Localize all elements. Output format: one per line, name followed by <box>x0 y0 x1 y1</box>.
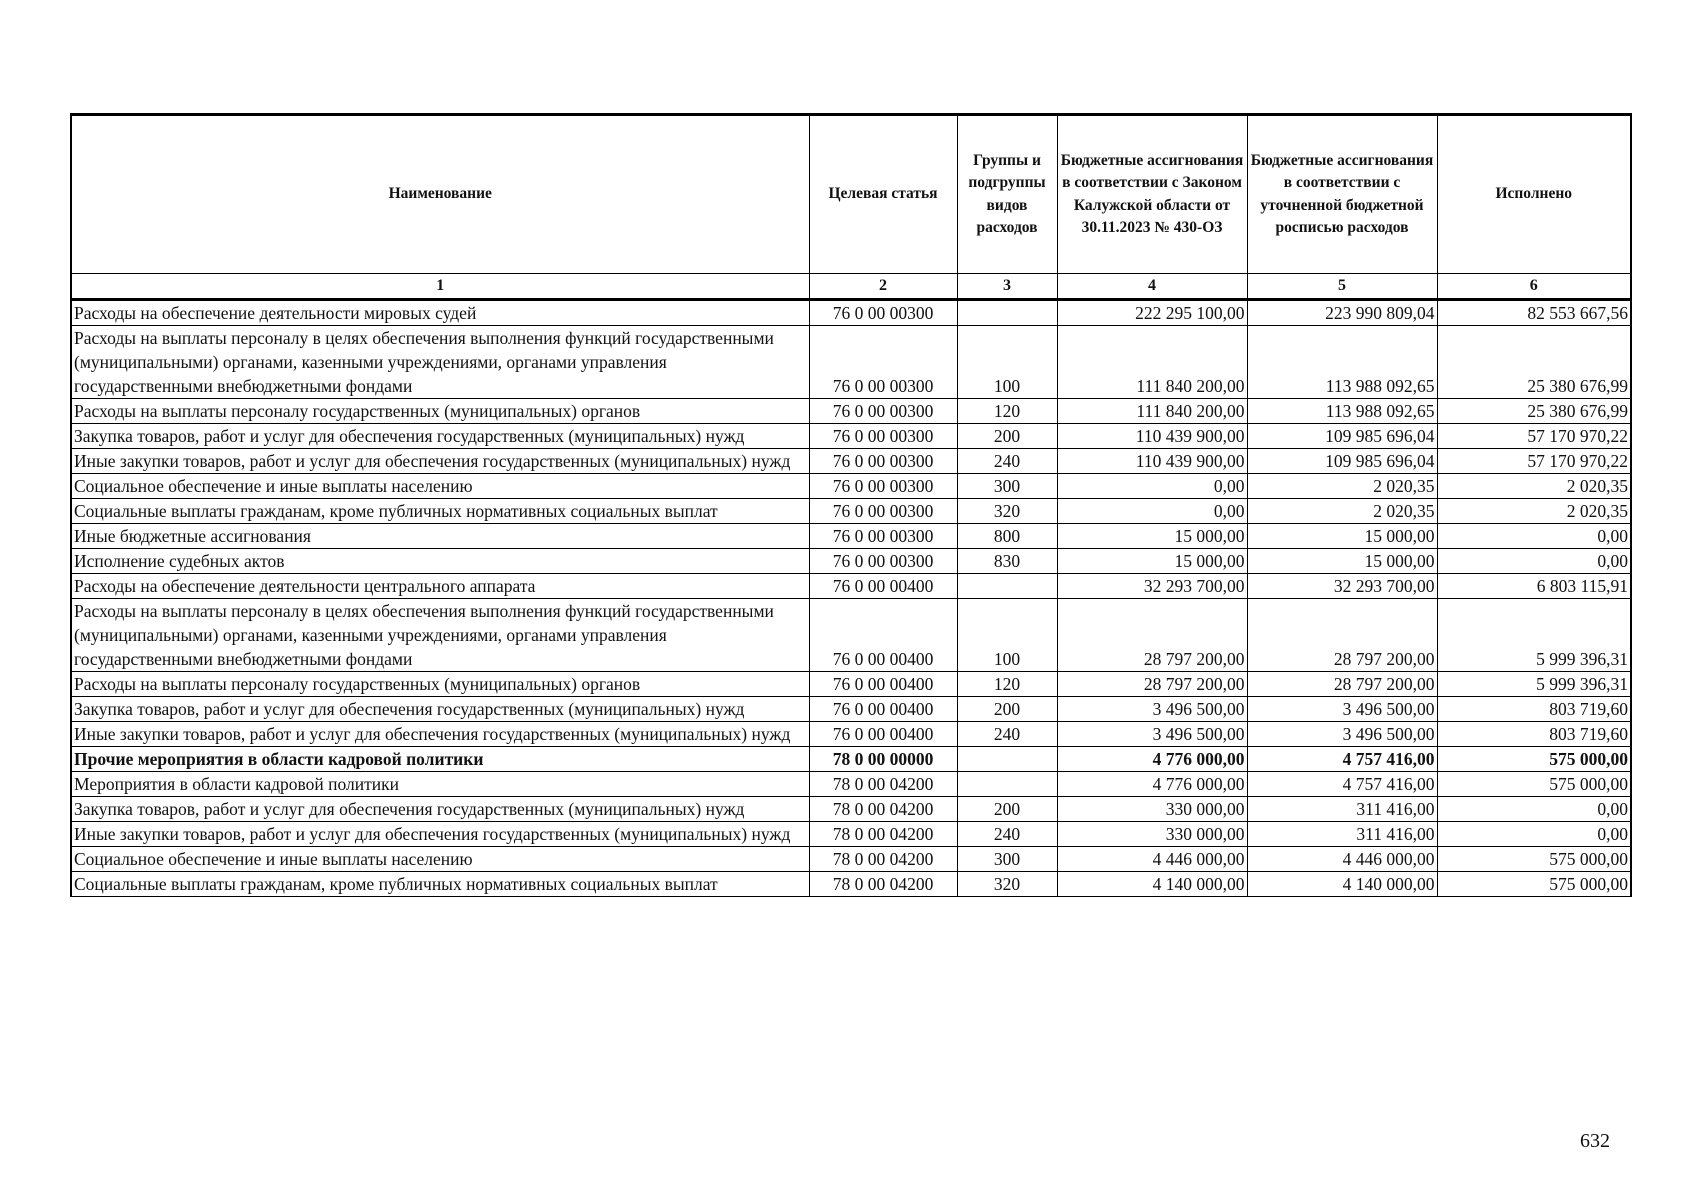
column-number: 6 <box>1437 274 1631 300</box>
row-name: Социальные выплаты гражданам, кроме публичных нормативных социальных выплат <box>71 872 809 897</box>
row-target-article: 78 0 00 00000 <box>809 747 957 772</box>
row-target-article: 76 0 00 00300 <box>809 424 957 449</box>
table-row <box>71 872 1631 897</box>
row-law-amount: 111 840 200,00 <box>1057 326 1247 399</box>
column-number: 2 <box>809 274 957 300</box>
row-target-article: 76 0 00 00300 <box>809 474 957 499</box>
row-target-article: 78 0 00 04200 <box>809 822 957 847</box>
row-law-amount: 4 776 000,00 <box>1057 772 1247 797</box>
table-row <box>71 822 1631 847</box>
row-executed-amount: 575 000,00 <box>1437 847 1631 872</box>
row-name: Иные закупки товаров, работ и услуг для обеспечения государственных (муниципальных) нужд <box>71 822 809 847</box>
row-executed-amount: 57 170 970,22 <box>1437 449 1631 474</box>
row-target-article: 78 0 00 04200 <box>809 847 957 872</box>
row-law-amount: 4 140 000,00 <box>1057 872 1247 897</box>
row-executed-amount: 25 380 676,99 <box>1437 399 1631 424</box>
row-name: Социальные выплаты гражданам, кроме публичных нормативных социальных выплат <box>71 499 809 524</box>
table-row <box>71 399 1631 424</box>
row-law-amount: 111 840 200,00 <box>1057 399 1247 424</box>
row-target-article: 76 0 00 00400 <box>809 599 957 672</box>
row-executed-amount: 2 020,35 <box>1437 474 1631 499</box>
row-expense-group: 240 <box>957 822 1057 847</box>
row-expense-group: 100 <box>957 326 1057 399</box>
row-law-amount: 4 446 000,00 <box>1057 847 1247 872</box>
row-refined-amount: 4 757 416,00 <box>1247 772 1437 797</box>
header-name: Наименование <box>71 115 809 274</box>
row-refined-amount: 311 416,00 <box>1247 822 1437 847</box>
table-row <box>71 797 1631 822</box>
row-name: Расходы на выплаты персоналу в целях обеспечения выполнения функций государственными (муниципальными) органами, казенными учреждениями, органами управления государственными внебюджетными фондами <box>71 326 809 399</box>
row-refined-amount: 311 416,00 <box>1247 797 1437 822</box>
row-name: Исполнение судебных актов <box>71 549 809 574</box>
row-expense-group: 200 <box>957 697 1057 722</box>
row-law-amount: 110 439 900,00 <box>1057 449 1247 474</box>
budget-table <box>70 113 1632 897</box>
row-law-amount: 4 776 000,00 <box>1057 747 1247 772</box>
row-executed-amount: 575 000,00 <box>1437 772 1631 797</box>
row-target-article: 78 0 00 04200 <box>809 872 957 897</box>
column-number: 5 <box>1247 274 1437 300</box>
row-executed-amount: 575 000,00 <box>1437 747 1631 772</box>
row-refined-amount: 15 000,00 <box>1247 549 1437 574</box>
row-refined-amount: 28 797 200,00 <box>1247 599 1437 672</box>
row-refined-amount: 4 757 416,00 <box>1247 747 1437 772</box>
row-name: Расходы на обеспечение деятельности центрального аппарата <box>71 574 809 599</box>
row-executed-amount: 0,00 <box>1437 822 1631 847</box>
row-refined-amount: 28 797 200,00 <box>1247 672 1437 697</box>
row-law-amount: 15 000,00 <box>1057 549 1247 574</box>
header-row <box>71 115 1631 274</box>
row-refined-amount: 2 020,35 <box>1247 474 1437 499</box>
row-law-amount: 3 496 500,00 <box>1057 697 1247 722</box>
row-expense-group: 200 <box>957 797 1057 822</box>
table-row <box>71 722 1631 747</box>
row-name: Иные бюджетные ассигнования <box>71 524 809 549</box>
row-law-amount: 330 000,00 <box>1057 797 1247 822</box>
header-executed: Исполнено <box>1437 115 1631 274</box>
row-name: Социальное обеспечение и иные выплаты населению <box>71 474 809 499</box>
row-expense-group <box>957 300 1057 326</box>
row-refined-amount: 109 985 696,04 <box>1247 424 1437 449</box>
header-target-article: Целевая статья <box>809 115 957 274</box>
row-expense-group: 240 <box>957 449 1057 474</box>
column-number: 1 <box>71 274 809 300</box>
table-row <box>71 499 1631 524</box>
row-expense-group <box>957 772 1057 797</box>
row-law-amount: 28 797 200,00 <box>1057 599 1247 672</box>
row-target-article: 76 0 00 00300 <box>809 549 957 574</box>
row-refined-amount: 109 985 696,04 <box>1247 449 1437 474</box>
row-expense-group: 830 <box>957 549 1057 574</box>
row-executed-amount: 0,00 <box>1437 524 1631 549</box>
row-refined-amount: 3 496 500,00 <box>1247 697 1437 722</box>
row-law-amount: 3 496 500,00 <box>1057 722 1247 747</box>
row-expense-group: 800 <box>957 524 1057 549</box>
row-expense-group: 300 <box>957 474 1057 499</box>
row-executed-amount: 0,00 <box>1437 549 1631 574</box>
row-expense-group <box>957 747 1057 772</box>
row-law-amount: 222 295 100,00 <box>1057 300 1247 326</box>
row-law-amount: 110 439 900,00 <box>1057 424 1247 449</box>
row-target-article: 76 0 00 00400 <box>809 722 957 747</box>
row-target-article: 78 0 00 04200 <box>809 797 957 822</box>
column-number: 4 <box>1057 274 1247 300</box>
table-row <box>71 847 1631 872</box>
row-executed-amount: 803 719,60 <box>1437 722 1631 747</box>
row-executed-amount: 57 170 970,22 <box>1437 424 1631 449</box>
row-law-amount: 0,00 <box>1057 499 1247 524</box>
row-expense-group: 120 <box>957 672 1057 697</box>
row-law-amount: 15 000,00 <box>1057 524 1247 549</box>
row-expense-group: 320 <box>957 872 1057 897</box>
row-refined-amount: 2 020,35 <box>1247 499 1437 524</box>
row-executed-amount: 803 719,60 <box>1437 697 1631 722</box>
row-refined-amount: 223 990 809,04 <box>1247 300 1437 326</box>
row-refined-amount: 4 446 000,00 <box>1247 847 1437 872</box>
row-expense-group <box>957 574 1057 599</box>
row-refined-amount: 113 988 092,65 <box>1247 326 1437 399</box>
row-refined-amount: 32 293 700,00 <box>1247 574 1437 599</box>
row-expense-group: 100 <box>957 599 1057 672</box>
row-name: Расходы на выплаты персоналу государственных (муниципальных) органов <box>71 672 809 697</box>
row-executed-amount: 5 999 396,31 <box>1437 599 1631 672</box>
row-name: Иные закупки товаров, работ и услуг для обеспечения государственных (муниципальных) нужд <box>71 722 809 747</box>
row-executed-amount: 6 803 115,91 <box>1437 574 1631 599</box>
row-expense-group: 320 <box>957 499 1057 524</box>
row-executed-amount: 5 999 396,31 <box>1437 672 1631 697</box>
table-row <box>71 599 1631 672</box>
table-row <box>71 300 1631 326</box>
row-law-amount: 0,00 <box>1057 474 1247 499</box>
row-law-amount: 32 293 700,00 <box>1057 574 1247 599</box>
row-target-article: 76 0 00 00300 <box>809 449 957 474</box>
table-row <box>71 326 1631 399</box>
row-target-article: 76 0 00 00300 <box>809 300 957 326</box>
row-target-article: 76 0 00 00400 <box>809 574 957 599</box>
table-row <box>71 449 1631 474</box>
table-body <box>71 300 1631 897</box>
row-expense-group: 120 <box>957 399 1057 424</box>
row-refined-amount: 4 140 000,00 <box>1247 872 1437 897</box>
row-executed-amount: 82 553 667,56 <box>1437 300 1631 326</box>
row-name: Расходы на выплаты персоналу государственных (муниципальных) органов <box>71 399 809 424</box>
column-number: 3 <box>957 274 1057 300</box>
row-law-amount: 330 000,00 <box>1057 822 1247 847</box>
row-refined-amount: 3 496 500,00 <box>1247 722 1437 747</box>
row-name: Социальное обеспечение и иные выплаты населению <box>71 847 809 872</box>
row-name: Расходы на выплаты персоналу в целях обеспечения выполнения функций государственными (муниципальными) органами, казенными учреждениями, органами управления государственными внебюджетными фондами <box>71 599 809 672</box>
table-row <box>71 772 1631 797</box>
table-row <box>71 672 1631 697</box>
header-refined-allocations: Бюджетные ассигнования в соответствии с уточненной бюджетной росписью расходов <box>1247 115 1437 274</box>
table-row <box>71 549 1631 574</box>
row-expense-group: 300 <box>957 847 1057 872</box>
column-number-row <box>71 274 1631 300</box>
row-expense-group: 200 <box>957 424 1057 449</box>
table-row <box>71 697 1631 722</box>
table-row <box>71 474 1631 499</box>
header-law-allocations: Бюджетные ассигнования в соответствии с Законом Калужской области от 30.11.2023 № 430-ОЗ <box>1057 115 1247 274</box>
row-name: Закупка товаров, работ и услуг для обеспечения государственных (муниципальных) нужд <box>71 797 809 822</box>
row-target-article: 76 0 00 00300 <box>809 524 957 549</box>
row-target-article: 76 0 00 00300 <box>809 399 957 424</box>
row-name: Прочие мероприятия в области кадровой политики <box>71 747 809 772</box>
row-target-article: 76 0 00 00300 <box>809 326 957 399</box>
page-number: 632 <box>1580 1130 1610 1152</box>
table-row <box>71 524 1631 549</box>
row-refined-amount: 15 000,00 <box>1247 524 1437 549</box>
table-row <box>71 424 1631 449</box>
row-refined-amount: 113 988 092,65 <box>1247 399 1437 424</box>
row-name: Иные закупки товаров, работ и услуг для обеспечения государственных (муниципальных) нужд <box>71 449 809 474</box>
row-target-article: 76 0 00 00300 <box>809 499 957 524</box>
row-target-article: 76 0 00 00400 <box>809 672 957 697</box>
row-target-article: 78 0 00 04200 <box>809 772 957 797</box>
table-row <box>71 574 1631 599</box>
row-name: Расходы на обеспечение деятельности мировых судей <box>71 300 809 326</box>
row-name: Закупка товаров, работ и услуг для обеспечения государственных (муниципальных) нужд <box>71 424 809 449</box>
row-name: Мероприятия в области кадровой политики <box>71 772 809 797</box>
row-executed-amount: 575 000,00 <box>1437 872 1631 897</box>
row-executed-amount: 25 380 676,99 <box>1437 326 1631 399</box>
table-row <box>71 747 1631 772</box>
row-target-article: 76 0 00 00400 <box>809 697 957 722</box>
row-executed-amount: 0,00 <box>1437 797 1631 822</box>
row-name: Закупка товаров, работ и услуг для обеспечения государственных (муниципальных) нужд <box>71 697 809 722</box>
row-executed-amount: 2 020,35 <box>1437 499 1631 524</box>
row-expense-group: 240 <box>957 722 1057 747</box>
header-expense-group: Группы и подгруппы видов расходов <box>957 115 1057 274</box>
row-law-amount: 28 797 200,00 <box>1057 672 1247 697</box>
